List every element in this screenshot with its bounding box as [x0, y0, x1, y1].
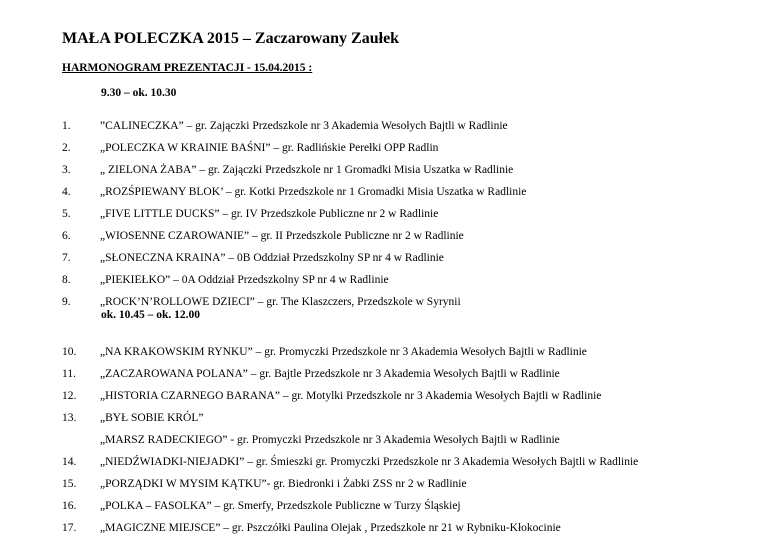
- item-number: 14.: [62, 456, 77, 468]
- item-text: „ ZIELONA ŻABA” – gr. Zajączki Przedszkole nr 1 Gromadki Misia Uszatka w Radlinie: [100, 164, 514, 176]
- item-number: 7.: [62, 252, 71, 264]
- item-number: 10.: [62, 346, 77, 358]
- item-text: „NIEDŹWIADKI-NIEJADKI” – gr. Śmieszki gr. Promyczki Przedszkole nr 3 Akademia Wesołych Bajtli w Radlinie: [100, 456, 639, 468]
- item-number: 2.: [62, 142, 71, 154]
- list-item: [62, 228, 526, 250]
- item-number: 4.: [62, 186, 71, 198]
- item-text: ”CALINECZKA” – gr. Zajączki Przedszkole nr 3 Akademia Wesołych Bajtli w Radlinie: [100, 120, 508, 132]
- list-item: [62, 410, 638, 432]
- list-item: [62, 272, 526, 294]
- item-text: „NA KRAKOWSKIM RYNKU” – gr. Promyczki Przedszkole nr 3 Akademia Wesołych Bajtli w Radlinie: [100, 346, 587, 358]
- list-item: [62, 250, 526, 272]
- list-item: [62, 388, 638, 410]
- item-number: 5.: [62, 208, 71, 220]
- item-text: „POLECZKA W KRAINIE BAŚNI” – gr. Radlińskie Perełki OPP Radlin: [100, 142, 439, 154]
- session-2-time: ok. 10.45 – ok. 12.00: [101, 309, 201, 321]
- item-number: 1.: [62, 120, 71, 132]
- item-text: „PORZĄDKI W MYSIM KĄTKU”- gr. Biedronki i Żabki ZSS nr 2 w Radlinie: [100, 478, 467, 490]
- list-item: [62, 520, 638, 542]
- list-item: [62, 454, 638, 476]
- list-item: [62, 162, 526, 184]
- item-number: 9.: [62, 296, 71, 308]
- list-item: [62, 118, 526, 140]
- item-number: 3.: [62, 164, 71, 176]
- item-text: „MARSZ RADECKIEGO” - gr. Promyczki Przedszkole nr 3 Akademia Wesołych Bajtli w Radlinie: [100, 434, 560, 446]
- item-number: 16.: [62, 500, 77, 512]
- item-text: „ROZŚPIEWANY BLOK’ – gr. Kotki Przedszkole nr 1 Gromadki Misia Uszatka w Radlinie: [100, 186, 527, 198]
- item-text: „WIOSENNE CZAROWANIE” – gr. II Przedszkole Publiczne nr 2 w Radlinie: [100, 230, 464, 242]
- item-text: „SŁONECZNA KRAINA” – 0B Oddział Przedszkolny SP nr 4 w Radlinie: [100, 252, 444, 264]
- item-text: „POLKA – FASOLKA” – gr. Smerfy, Przedszkole Publiczne w Turzy Śląskiej: [100, 500, 461, 512]
- list-item: [62, 498, 638, 520]
- item-text: „ZACZAROWANA POLANA” – gr. Bajtle Przedszkole nr 3 Akademia Wesołych Bajtli w Radlinie: [100, 368, 560, 380]
- item-number: 15.: [62, 478, 77, 490]
- session-2-list: [62, 344, 638, 542]
- item-text: „HISTORIA CZARNEGO BARANA” – gr. Motylki Przedszkole nr 3 Akademia Wesołych Bajtli w Radlinie: [100, 390, 602, 402]
- session-1-list: [62, 118, 526, 316]
- list-item: [62, 344, 638, 366]
- list-item: [62, 476, 638, 498]
- list-item: [62, 206, 526, 228]
- item-text: „PIEKIEŁKO” – 0A Oddział Przedszkolny SP nr 4 w Radlinie: [100, 274, 389, 286]
- item-number: 8.: [62, 274, 71, 286]
- document-title: MAŁA POLECZKA 2015 – Zaczarowany Zaułek: [62, 30, 400, 47]
- list-item: [62, 140, 526, 162]
- item-text: „BYŁ SOBIE KRÓL”: [100, 412, 204, 424]
- schedule-heading: HARMONOGRAM PREZENTACJI - 15.04.2015 :: [62, 62, 313, 74]
- item-number: 12.: [62, 390, 77, 402]
- item-number: 11.: [62, 368, 76, 380]
- list-item-continuation: [62, 432, 638, 454]
- item-number: 17.: [62, 522, 77, 534]
- list-item: [62, 366, 638, 388]
- item-number: 13.: [62, 412, 77, 424]
- item-text: „ROCK’N’ROLLOWE DZIECI” – gr. The Klaszczers, Przedszkole w Syrynii: [100, 296, 461, 308]
- list-item: [62, 184, 526, 206]
- item-number: 6.: [62, 230, 71, 242]
- item-text: „MAGICZNE MIEJSCE” – gr. Pszczółki Paulina Olejak , Przedszkole nr 21 w Rybniku-Kłokocinie: [100, 522, 561, 534]
- item-text: „FIVE LITTLE DUCKS” – gr. IV Przedszkole Publiczne nr 2 w Radlinie: [100, 208, 439, 220]
- session-1-time: 9.30 – ok. 10.30: [101, 87, 177, 99]
